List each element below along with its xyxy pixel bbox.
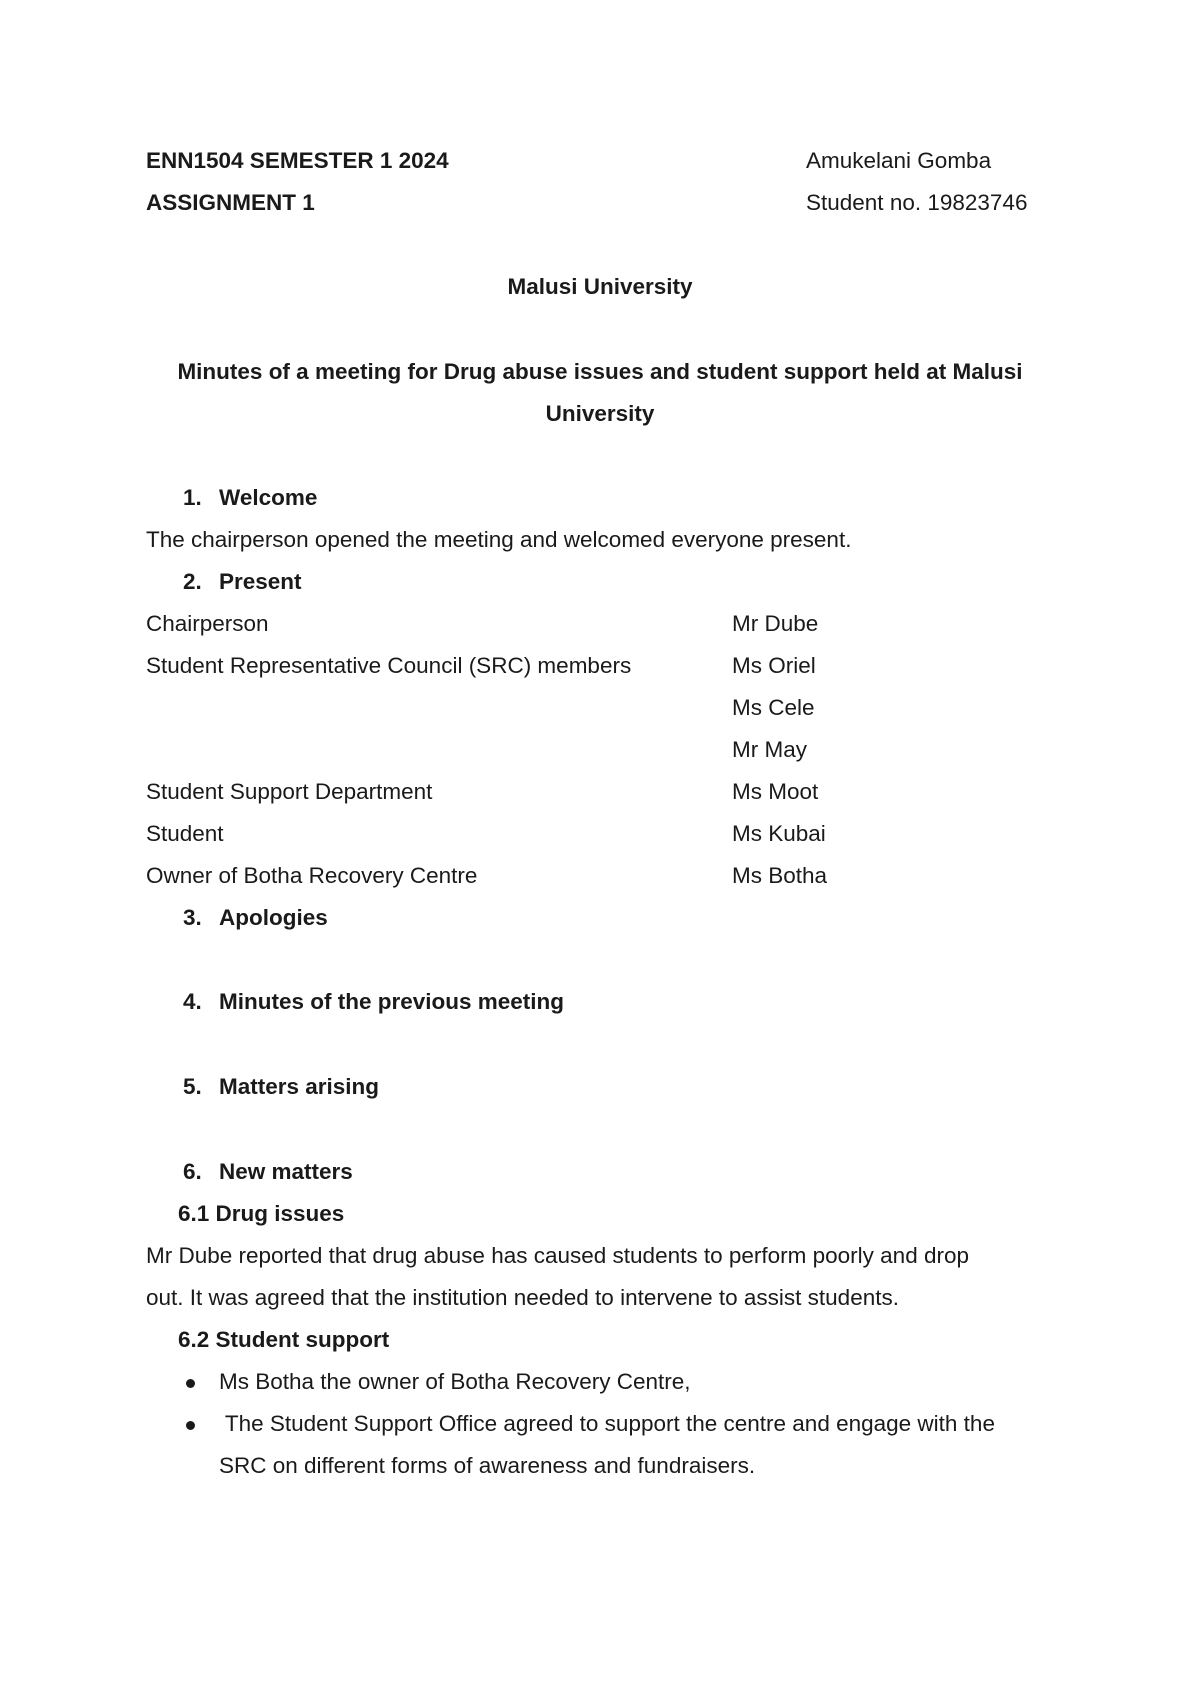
present-role: Student xyxy=(146,821,224,846)
section-1-heading: Welcome xyxy=(219,485,318,510)
section-6-number: 6. xyxy=(183,1159,202,1184)
section-3-heading: Apologies xyxy=(219,905,328,930)
present-name: Ms Kubai xyxy=(732,821,826,846)
student-name: Amukelani Gomba xyxy=(806,148,992,173)
course-code: ENN1504 SEMESTER 1 2024 xyxy=(146,148,449,173)
student-support-bullet-2-line2: SRC on different forms of awareness and fundraisers. xyxy=(219,1453,756,1478)
present-name: Ms Botha xyxy=(732,863,828,888)
student-support-bullet-2-line1: The Student Support Office agreed to support the centre and engage with the xyxy=(219,1411,995,1436)
present-name: Ms Moot xyxy=(732,779,819,804)
drug-issues-text-line1: Mr Dube reported that drug abuse has caused students to perform poorly and drop xyxy=(146,1243,969,1268)
present-role: Student Representative Council (SRC) members xyxy=(146,653,632,678)
section-4-heading: Minutes of the previous meeting xyxy=(219,989,565,1014)
bullet-icon xyxy=(186,1379,195,1388)
section-3-number: 3. xyxy=(183,905,202,930)
section-2-number: 2. xyxy=(183,569,202,594)
section-5-heading: Matters arising xyxy=(219,1074,380,1099)
section-6-heading: New matters xyxy=(219,1159,353,1184)
welcome-text: The chairperson opened the meeting and welcomed everyone present. xyxy=(146,527,852,552)
present-name: Ms Oriel xyxy=(732,653,816,678)
present-name: Mr Dube xyxy=(732,611,819,636)
drug-issues-text-line2: out. It was agreed that the institution needed to intervene to assist students. xyxy=(146,1285,899,1310)
present-role: Student Support Department xyxy=(146,779,433,804)
section-2-heading: Present xyxy=(219,569,302,594)
university-name: Malusi University xyxy=(507,274,693,299)
present-name: Ms Cele xyxy=(732,695,815,720)
bullet-icon xyxy=(186,1421,195,1430)
present-role: Owner of Botha Recovery Centre xyxy=(146,863,478,888)
section-5-number: 5. xyxy=(183,1074,202,1099)
document-title-line2: University xyxy=(545,401,655,426)
subsection-6-2-heading: 6.2 Student support xyxy=(178,1327,390,1352)
section-1-number: 1. xyxy=(183,485,202,510)
present-role: Chairperson xyxy=(146,611,269,636)
student-support-bullet-1: Ms Botha the owner of Botha Recovery Centre, xyxy=(219,1369,691,1394)
student-number: Student no. 19823746 xyxy=(806,190,1028,215)
present-name: Mr May xyxy=(732,737,807,762)
assignment-label: ASSIGNMENT 1 xyxy=(146,190,315,215)
subsection-6-1-heading: 6.1 Drug issues xyxy=(178,1201,345,1226)
document-title-line1: Minutes of a meeting for Drug abuse issues and student support held at Malusi xyxy=(177,359,1023,384)
section-4-number: 4. xyxy=(183,989,202,1014)
